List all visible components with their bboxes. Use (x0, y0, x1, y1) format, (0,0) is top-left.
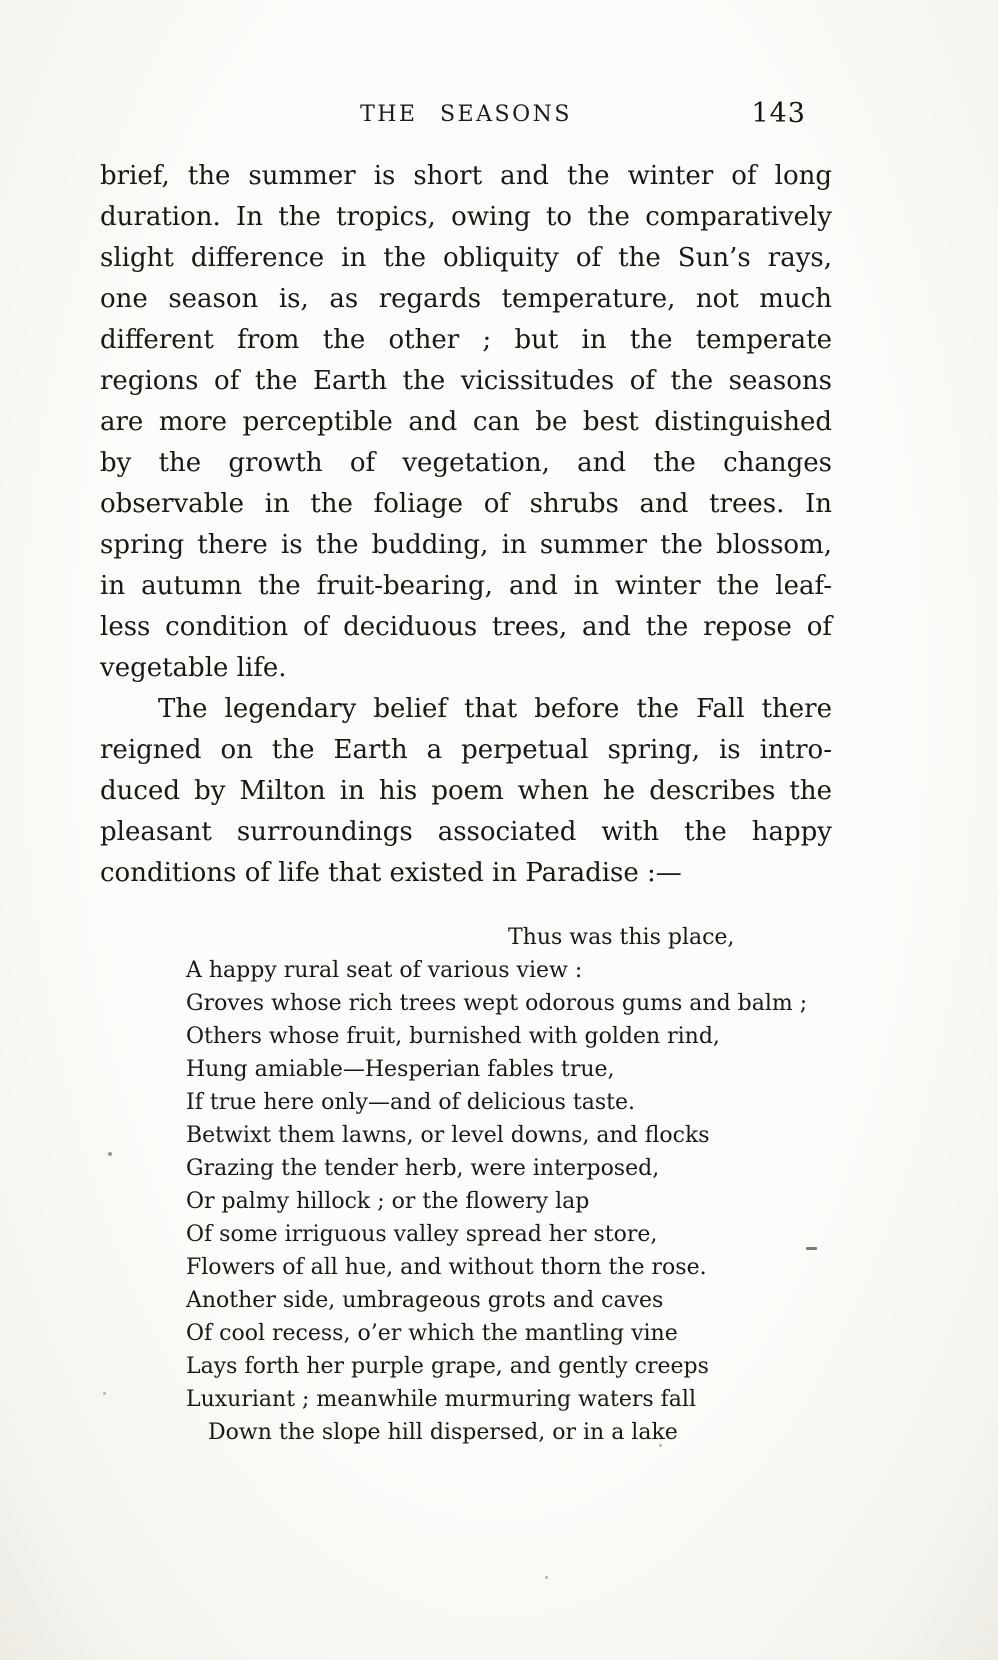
paragraph-1 (100, 156, 832, 689)
text-line: vegetable life. (100, 653, 287, 683)
text-line: duced by Milton in his poem when he describes the (100, 776, 832, 806)
poem-line: Of cool recess, o’er which the mantling vine (186, 1321, 678, 1346)
text-line: in autumn the fruit-bearing, and in winter the leaf- (100, 571, 832, 601)
text-line: pleasant surroundings associated with the happy (100, 817, 832, 847)
text-line: brief, the summer is short and the winter of long (100, 161, 832, 191)
poem-line: Others whose fruit, burnished with golden rind, (186, 1024, 720, 1049)
text-line: are more perceptible and can be best distinguished (100, 407, 832, 437)
scan-artifact (545, 1576, 548, 1579)
poem-line: Thus was this place, (508, 925, 735, 950)
poem-line: Betwixt them lawns, or level downs, and flocks (186, 1123, 710, 1148)
text-line: conditions of life that existed in Paradise :— (100, 858, 682, 888)
poem-line: A happy rural seat of various view : (186, 958, 583, 983)
running-title: THE SEASONS (360, 102, 572, 127)
text-line: regions of the Earth the vicissitudes of the seasons (100, 366, 832, 396)
paragraph-2 (100, 689, 832, 894)
page-number: 143 (751, 98, 806, 129)
poem-block (186, 921, 836, 1449)
body-text (100, 156, 832, 894)
poem-line: Groves whose rich trees wept odorous gums and balm ; (186, 991, 808, 1016)
text-line: observable in the foliage of shrubs and trees. In (100, 489, 832, 519)
text-line: one season is, as regards temperature, not much (100, 284, 832, 314)
text-line: slight difference in the obliquity of the Sun’s rays, (100, 243, 832, 273)
text-line: duration. In the tropics, owing to the comparatively (100, 202, 832, 232)
text-line: reigned on the Earth a perpetual spring, is intro- (100, 735, 832, 765)
poem-line: Hung amiable—Hesperian fables true, (186, 1057, 615, 1082)
poem-line: Grazing the tender herb, were interposed, (186, 1156, 660, 1181)
poem-line: Down the slope hill dispersed, or in a lake (208, 1420, 678, 1445)
text-line: The legendary belief that before the Fall there (158, 694, 832, 724)
text-line: different from the other ; but in the temperate (100, 325, 832, 355)
text-line: by the growth of vegetation, and the changes (100, 448, 832, 478)
text-line: less condition of deciduous trees, and the repose of (100, 612, 832, 642)
scan-artifact (103, 1392, 106, 1395)
poem-line: Or palmy hillock ; or the flowery lap (186, 1189, 590, 1214)
scan-artifact (806, 1247, 817, 1250)
poem-line: Flowers of all hue, and without thorn the rose. (186, 1255, 707, 1280)
poem-line: Another side, umbrageous grots and caves (186, 1288, 664, 1313)
scan-artifact (659, 1444, 662, 1447)
scan-artifact (108, 1152, 112, 1156)
poem-line: If true here only—and of delicious taste. (186, 1090, 636, 1115)
poem-line: Of some irriguous valley spread her store, (186, 1222, 658, 1247)
poem-line: Lays forth her purple grape, and gently creeps (186, 1354, 709, 1379)
page-header (100, 98, 832, 132)
text-line: spring there is the budding, in summer the blossom, (100, 530, 832, 560)
poem-line: Luxuriant ; meanwhile murmuring waters fall (186, 1387, 696, 1412)
